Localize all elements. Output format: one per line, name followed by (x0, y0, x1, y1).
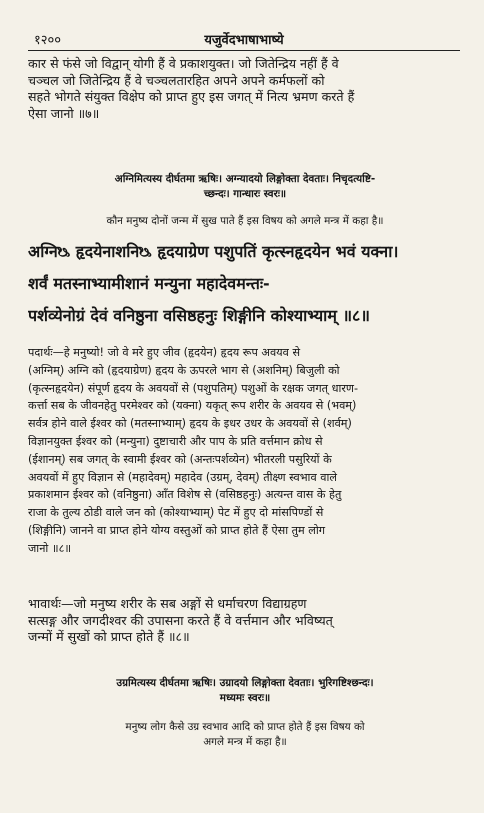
verse7-conclusion (28, 56, 462, 122)
verse8-mantra (28, 236, 462, 332)
verse8-rishi-line (28, 172, 462, 202)
header-rule (28, 50, 460, 51)
text-line: पदार्थः—हे मनुष्यो! जो वे मरे हुए जीव (हृदयेन) हृदय रूप अवयव से (28, 346, 301, 359)
mantra-line: शर्वं मतस्नाभ्यामीशानं मन्युना महादेवमन्तः- (28, 274, 270, 293)
text-line: (ईशानम्) सब जगत् के स्वामी ईश्वर को (अन्तःपर्शव्येन) भीतरली पसुरियों के (28, 452, 332, 466)
text-line: कार से फंसे जो विद्वान् योगी हैं वे प्रकाशयुक्त। जो जितेन्द्रिय नहीं हैं वे (28, 56, 339, 71)
text-line: विज्ञानयुक्त ईश्वर को (मन्युना) दुष्टाचारी और पाप के प्रति वर्त्तमान क्रोध से (28, 434, 323, 448)
text-line: सत्सङ्ग और जगदीश्वर की उपासना करते हैं वे वर्त्तमान और भविष्यत् (28, 612, 333, 628)
mantra-line: अग्निᳬ हृदयेनाशनिᳬ हृदयाग्रेण पशुपतिं कृत्स्नहृदयेन भवं यक्ना। (28, 242, 399, 261)
text-line: ऐसा जानो ॥७॥ (28, 105, 100, 121)
verse8-bhavartha (28, 596, 462, 646)
text-line: कर्त्ता सब के जीवनहेतु परमेश्वर को (यक्ना) यकृत् रूप शरीर के अवयव से (भवम्) (28, 399, 357, 413)
text-line: मनुष्य लोग कैसे उग्र स्वभाव आदि को प्राप्त होते हैं इस विषय को (125, 721, 365, 733)
text-line: अगले मन्त्र में कहा है॥ (203, 736, 287, 748)
text-line: मध्यमः स्वरः॥ (219, 692, 271, 704)
text-line: अग्निमित्यस्य दीर्घतमा ऋषिः। अग्न्यादयो लिङ्गोक्ता देवताः। निचृदत्यष्टि- (114, 173, 376, 185)
text-line: च्छन्दः। गान्धारः स्वरः॥ (203, 188, 287, 200)
text-line: प्रकाशमान ईश्वर को (वनिष्ठुना) आँत विशेष से (वसिष्ठहनुः) अत्यन्त वास के हेतु (28, 488, 342, 502)
verse8-padartha (28, 344, 462, 558)
verse9-intro (28, 720, 462, 750)
text-line: भावार्थः—जो मनुष्य शरीर के सब अङ्गों से धर्माचरण विद्याग्रहण (28, 596, 307, 611)
verse8-intro (28, 214, 462, 229)
text-line: (कृत्स्नहृदयेन) संपूर्ण हृदय के अवयवों से (पशुपतिम्) पशुओं के रक्षक जगत् धारण- (28, 381, 359, 395)
text-line: अवयवों में हुए विज्ञान से (महादेवम्) महादेव (उग्रम्, देवम्) तीक्ष्ण स्वभाव वाले (28, 470, 337, 484)
verse9-rishi-line (28, 676, 462, 706)
text-line: राजा के तुल्य ठोडी वाले जन को (कोश्याभ्याम्) पेट में हुए दो मांसपिण्डों से (28, 506, 324, 520)
page-header (34, 30, 454, 48)
mantra-line: पर्शव्येनोग्रं देवं वनिष्ठुना वसिष्ठहनुः शिङ्गीनि कोश्याभ्याम् ॥८॥ (28, 306, 370, 325)
text-line: उग्रमित्यस्य दीर्घतमा ऋषिः। उग्रादयो लिङ्गोक्ता देवताः। भुरिगष्टिश्छन्दः। (116, 677, 374, 689)
text-line: कौन मनुष्य दोनों जन्म में सुख पाते हैं इस विषय को अगले मन्त्र में कहा है॥ (106, 215, 384, 227)
text-line: सर्वत्र होने वाले ईश्वर को (मतस्नाभ्याम्) हृदय के इधर उधर के अवयवों से (शर्वम्) (28, 417, 352, 431)
running-title: यजुर्वेदभाषाभाष्ये (204, 33, 284, 48)
text-line: (शिङ्गीनि) जानने वा प्राप्त होने योग्य वस्तुओं को प्राप्त होते हैं ऐसा तुम लोग (28, 523, 326, 537)
text-line: चञ्चल जो जितेन्द्रिय हैं वे चञ्चलतारहित अपने अपने कर्मफलों को (28, 72, 325, 88)
page-number: १२०० (34, 33, 62, 48)
text-line: जानो ॥८॥ (28, 541, 72, 555)
text-line: जन्मों में सुखों को प्राप्त होते हैं ॥८॥ (28, 629, 190, 644)
text-line: (अग्निम्) अग्नि को (हृदयाग्रेण) हृदय के ऊपरले भाग से (अशनिम्) बिजुली को (28, 363, 340, 377)
text-line: सहते भोगते संयुक्त विक्षेप को प्राप्त हुए इस जगत् में नित्य भ्रमण करते हैं (28, 89, 355, 104)
